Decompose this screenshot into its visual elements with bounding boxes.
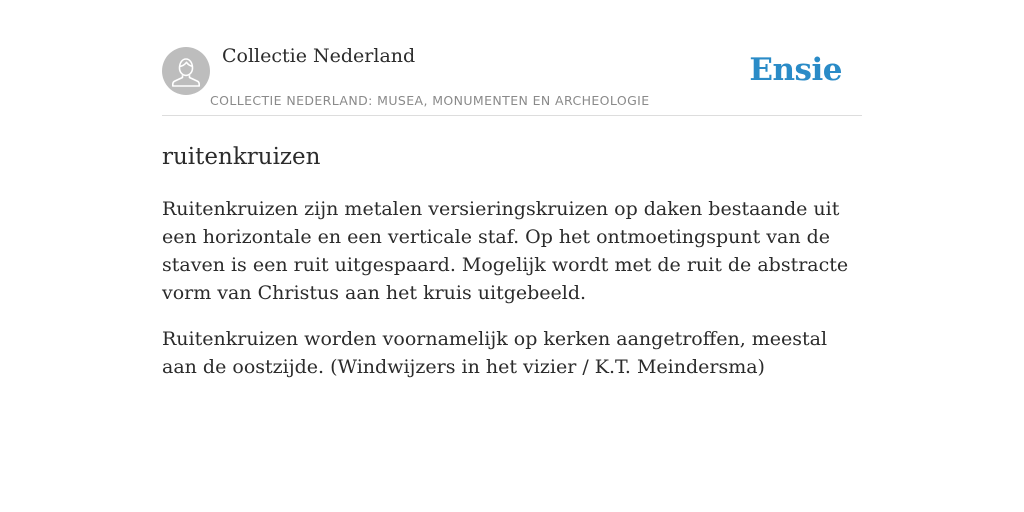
entry-header [162,40,862,116]
entry-paragraph: Ruitenkruizen worden voornamelijk op kerken aangetroffen, meestal aan de oostzijde. (Windwijzers in het vizier / K.T. Meindersma) [162,328,828,378]
source-subtitle-link[interactable]: COLLECTIE NEDERLAND: MUSEA, MONUMENTEN EN ARCHEOLOGIE [210,93,650,108]
user-silhouette-icon [162,47,210,95]
entry-card [162,40,862,381]
author-name-link[interactable]: Collectie Nederland [222,45,416,67]
entry-paragraph: Ruitenkruizen zijn metalen versieringskruizen op daken bestaande uit een horizontale en een verticale staf. Op het ontmoetingspunt van de staven is een ruit uitgespaard. Mogelijk wordt met de ruit de abstracte vorm van Christus aan het kruis uitgebeeld. [162,198,849,304]
entry-title: ruitenkruizen [162,144,321,170]
entry-body [162,195,862,381]
ensie-logo-link[interactable]: Ensie [749,52,842,88]
author-avatar[interactable] [162,47,210,95]
